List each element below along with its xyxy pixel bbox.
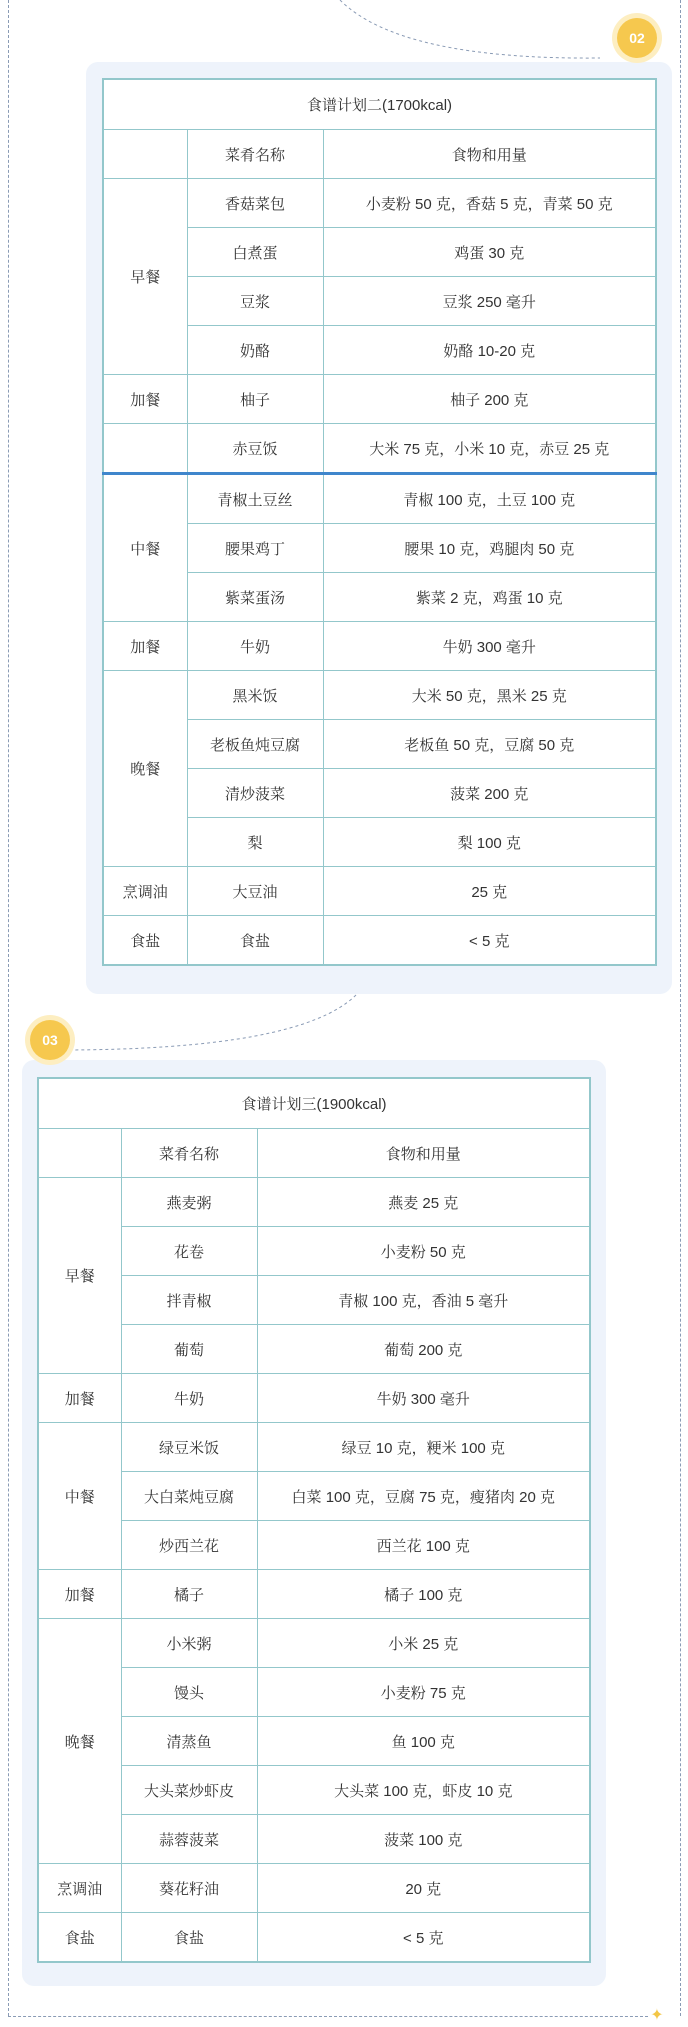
dish-name: 柚子	[187, 375, 323, 424]
food-amount: 大米 75 克，小米 10 克，赤豆 25 克	[323, 424, 656, 474]
table-title-row	[38, 1078, 590, 1129]
dish-name: 牛奶	[121, 1374, 257, 1423]
table-header-row	[103, 130, 656, 179]
food-amount: 青椒 100 克，香油 5 毫升	[257, 1276, 590, 1325]
dish-name: 葵花籽油	[121, 1864, 257, 1913]
dish-name: 小米粥	[121, 1619, 257, 1668]
dish-name: 青椒土豆丝	[187, 474, 323, 524]
food-amount: 梨 100 克	[323, 818, 656, 867]
table-row	[38, 1374, 590, 1423]
food-amount: 牛奶 300 毫升	[323, 622, 656, 671]
table-row	[103, 622, 656, 671]
dish-name: 燕麦粥	[121, 1178, 257, 1227]
table-row	[38, 1227, 590, 1276]
header-dish-name: 菜肴名称	[121, 1129, 257, 1178]
top-connector-curve	[340, 0, 600, 58]
header-meal	[38, 1129, 121, 1178]
food-amount: 牛奶 300 毫升	[257, 1374, 590, 1423]
header-dish-name: 菜肴名称	[187, 130, 323, 179]
food-amount: 小米 25 克	[257, 1619, 590, 1668]
table-row	[38, 1668, 590, 1717]
meal-label: 加餐	[103, 375, 187, 424]
food-amount: 鱼 100 克	[257, 1717, 590, 1766]
table-row	[103, 424, 656, 474]
sparkle-icon: ✦	[650, 2007, 664, 2024]
dish-name: 拌青椒	[121, 1276, 257, 1325]
dish-name: 腰果鸡丁	[187, 524, 323, 573]
food-amount: 燕麦 25 克	[257, 1178, 590, 1227]
dish-name: 黑米饭	[187, 671, 323, 720]
food-amount: 20 克	[257, 1864, 590, 1913]
table-title: 食谱计划二(1700kcal)	[103, 79, 656, 130]
meal-label: 加餐	[103, 622, 187, 671]
meal-label	[103, 424, 187, 474]
table-row	[103, 671, 656, 720]
meal-label: 早餐	[38, 1178, 121, 1374]
table-row	[38, 1423, 590, 1472]
dish-name: 奶酪	[187, 326, 323, 375]
table-row	[38, 1717, 590, 1766]
food-amount: 紫菜 2 克，鸡蛋 10 克	[323, 573, 656, 622]
table-row	[103, 375, 656, 424]
dish-name: 紫菜蛋汤	[187, 573, 323, 622]
table-row	[103, 916, 656, 966]
dish-name: 炒西兰花	[121, 1521, 257, 1570]
dish-name: 香菇菜包	[187, 179, 323, 228]
food-amount: 西兰花 100 克	[257, 1521, 590, 1570]
food-amount: 奶酪 10-20 克	[323, 326, 656, 375]
dish-name: 葡萄	[121, 1325, 257, 1374]
middle-connector-curve	[60, 995, 356, 1050]
table-title: 食谱计划三(1900kcal)	[38, 1078, 590, 1129]
meal-label: 晚餐	[103, 671, 187, 867]
dish-name: 大头菜炒虾皮	[121, 1766, 257, 1815]
table-row	[38, 1913, 590, 1963]
table-row	[38, 1472, 590, 1521]
dish-name: 绿豆米饭	[121, 1423, 257, 1472]
table-row	[38, 1570, 590, 1619]
meal-label: 加餐	[38, 1374, 121, 1423]
table-row	[38, 1619, 590, 1668]
meal-plan-table-1900kcal	[37, 1077, 591, 1963]
table-row	[38, 1766, 590, 1815]
header-food-amount: 食物和用量	[257, 1129, 590, 1178]
dish-name: 白煮蛋	[187, 228, 323, 277]
food-amount: 小麦粉 75 克	[257, 1668, 590, 1717]
food-amount: 葡萄 200 克	[257, 1325, 590, 1374]
food-amount: 橘子 100 克	[257, 1570, 590, 1619]
food-amount: 大米 50 克，黑米 25 克	[323, 671, 656, 720]
dish-name: 大白菜炖豆腐	[121, 1472, 257, 1521]
dish-name: 馒头	[121, 1668, 257, 1717]
table-row	[38, 1521, 590, 1570]
table-row	[38, 1178, 590, 1227]
food-amount: < 5 克	[257, 1913, 590, 1963]
dish-name: 豆浆	[187, 277, 323, 326]
dish-name: 清炒菠菜	[187, 769, 323, 818]
dish-name: 食盐	[187, 916, 323, 966]
meal-label: 食盐	[103, 916, 187, 966]
food-amount: 腰果 10 克，鸡腿肉 50 克	[323, 524, 656, 573]
food-amount: 25 克	[323, 867, 656, 916]
meal-label: 中餐	[103, 474, 187, 622]
meal-label: 晚餐	[38, 1619, 121, 1864]
table-row	[103, 474, 656, 524]
table-row	[38, 1325, 590, 1374]
food-amount: < 5 克	[323, 916, 656, 966]
dish-name: 赤豆饭	[187, 424, 323, 474]
food-amount: 大头菜 100 克，虾皮 10 克	[257, 1766, 590, 1815]
dish-name: 橘子	[121, 1570, 257, 1619]
dish-name: 花卷	[121, 1227, 257, 1276]
food-amount: 老板鱼 50 克，豆腐 50 克	[323, 720, 656, 769]
food-amount: 绿豆 10 克，粳米 100 克	[257, 1423, 590, 1472]
table-row	[103, 867, 656, 916]
dish-name: 梨	[187, 818, 323, 867]
food-amount: 小麦粉 50 克	[257, 1227, 590, 1276]
dish-name: 清蒸鱼	[121, 1717, 257, 1766]
table-title-row	[103, 79, 656, 130]
meal-label: 烹调油	[38, 1864, 121, 1913]
food-amount: 柚子 200 克	[323, 375, 656, 424]
dish-name: 食盐	[121, 1913, 257, 1963]
meal-label: 食盐	[38, 1913, 121, 1963]
dish-name: 老板鱼炖豆腐	[187, 720, 323, 769]
meal-plan-table-1700kcal	[102, 78, 657, 966]
food-amount: 豆浆 250 毫升	[323, 277, 656, 326]
table-row	[38, 1276, 590, 1325]
meal-label: 加餐	[38, 1570, 121, 1619]
meal-label: 中餐	[38, 1423, 121, 1570]
header-food-amount: 食物和用量	[323, 130, 656, 179]
table-row	[38, 1815, 590, 1864]
section-badge-02: 02	[617, 18, 657, 58]
food-amount: 白菜 100 克，豆腐 75 克，瘦猪肉 20 克	[257, 1472, 590, 1521]
dish-name: 牛奶	[187, 622, 323, 671]
dish-name: 大豆油	[187, 867, 323, 916]
dish-name: 蒜蓉菠菜	[121, 1815, 257, 1864]
section-badge-03: 03	[30, 1020, 70, 1060]
table-row	[103, 179, 656, 228]
meal-label: 早餐	[103, 179, 187, 375]
food-amount: 鸡蛋 30 克	[323, 228, 656, 277]
food-amount: 菠菜 100 克	[257, 1815, 590, 1864]
table-header-row	[38, 1129, 590, 1178]
table-row	[38, 1864, 590, 1913]
header-meal	[103, 130, 187, 179]
food-amount: 菠菜 200 克	[323, 769, 656, 818]
food-amount: 小麦粉 50 克，香菇 5 克，青菜 50 克	[323, 179, 656, 228]
meal-label: 烹调油	[103, 867, 187, 916]
food-amount: 青椒 100 克，土豆 100 克	[323, 474, 656, 524]
